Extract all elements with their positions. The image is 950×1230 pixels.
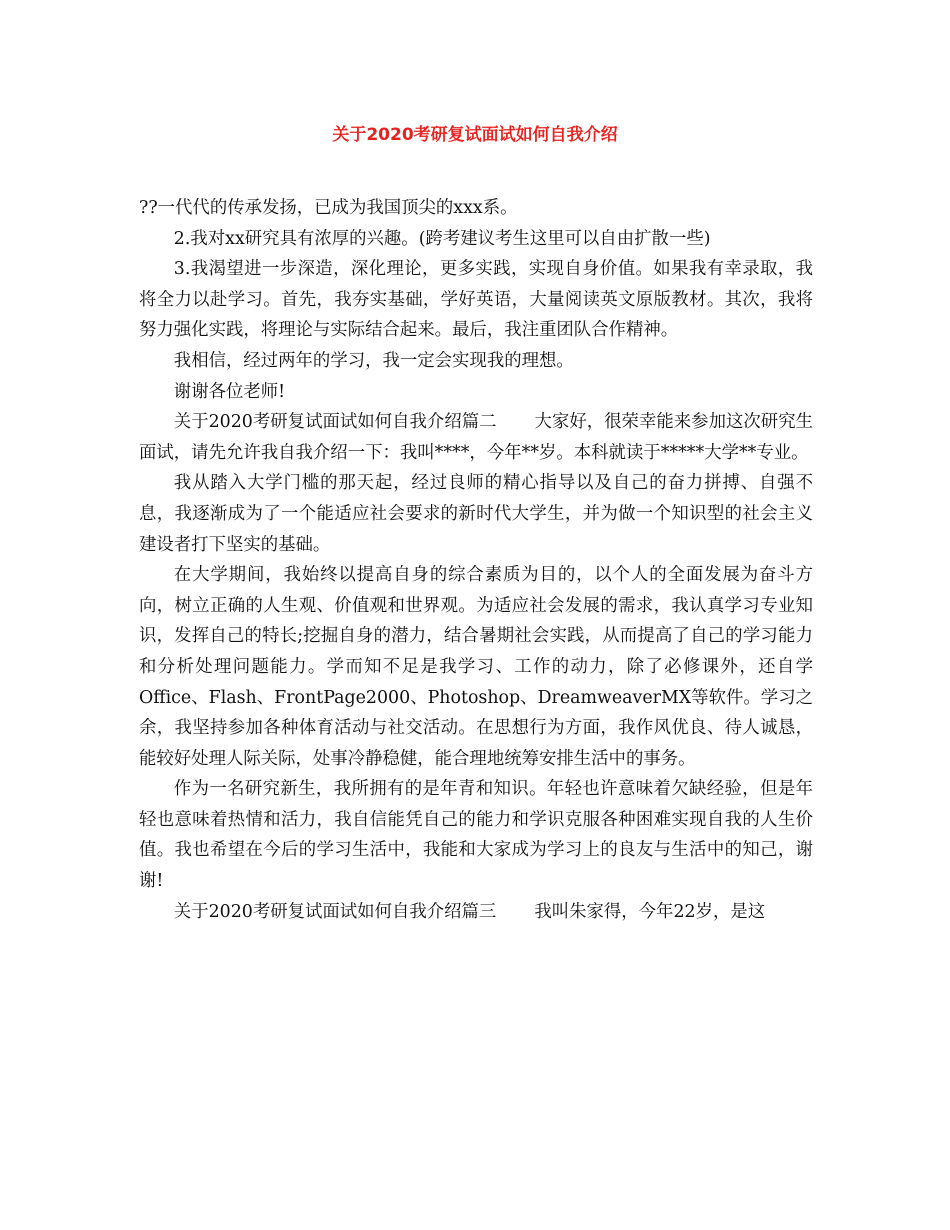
document-body [139, 193, 813, 927]
section-3-paragraph [139, 897, 813, 928]
paragraph-4: 我相信，经过两年的学习，我一定会实现我的理想。 [173, 350, 574, 371]
section-2-paragraph [139, 407, 813, 468]
section-2-heading: 关于2020考研复试面试如何自我介绍篇二 [173, 412, 497, 433]
paragraph-1: ??一代代的传承发扬，已成为我国顶尖的xxx系。 [139, 198, 518, 218]
paragraph-2: 2.我对xx研究具有浓厚的兴趣。(跨考建议考生这里可以自由扩散一些) [173, 228, 711, 249]
section-2-intro: 大家好，很荣幸能来参加这次研究生面试，请先允许我自我介绍一下：我叫****，今年**岁。本科就读于*****大学**专业。 [139, 412, 813, 463]
document-title: 关于2020考研复试面试如何自我介绍 [332, 125, 618, 145]
section-3-intro: 我叫朱家得，今年22岁，是这 [534, 901, 766, 922]
paragraph-5: 谢谢各位老师! [173, 381, 286, 402]
paragraph-8: 在大学期间，我始终以提高自身的综合素质为目的，以个人的全面发展为奋斗方向，树立正确的人生观、价值观和世界观。为适应社会发展的需求，我认真学习专业知识，发挥自己的特长;挖掘自身的潜力，结合暑期社会实践，从而提高了自己的学习能力和分析处理问题能力。学而知不足是我学习、工作的动力，除了必修课外，还自学Office、Flash、FrontPage2000、Photoshop、DreamweaverMX等软件。学习之余，我坚持参加各种体育活动与社交活动。在思想行为方面，我作风优良、待人诚恳，能较好处理人际关际，处事冷静稳健，能合理地统筹安排生活中的事务。 [139, 565, 813, 769]
paragraph-9: 作为一名研究新生，我所拥有的是年青和知识。年轻也许意味着欠缺经验，但是年轻也意味着热情和活力，我自信能凭自己的能力和学识克服各种困难实现自我的人生价值。我也希望在今后的学习生活中，我能和大家成为学习上的良友与生活中的知己，谢谢! [139, 779, 813, 892]
section-3-heading: 关于2020考研复试面试如何自我介绍篇三 [173, 901, 497, 922]
paragraph-7: 我从踏入大学门槛的那天起，经过良师的精心指导以及自己的奋力拼搏、自强不息，我逐渐成为了一个能适应社会要求的新时代大学生，并为做一个知识型的社会主义建设者打下坚实的基础。 [139, 473, 813, 555]
paragraph-3: 3.我渴望进一步深造，深化理论，更多实践，实现自身价值。如果我有幸录取，我将全力以赴学习。首先，我夯实基础，学好英语，大量阅读英文原版教材。其次，我将努力强化实践，将理论与实际结合起来。最后，我注重团队合作精神。 [139, 259, 813, 341]
